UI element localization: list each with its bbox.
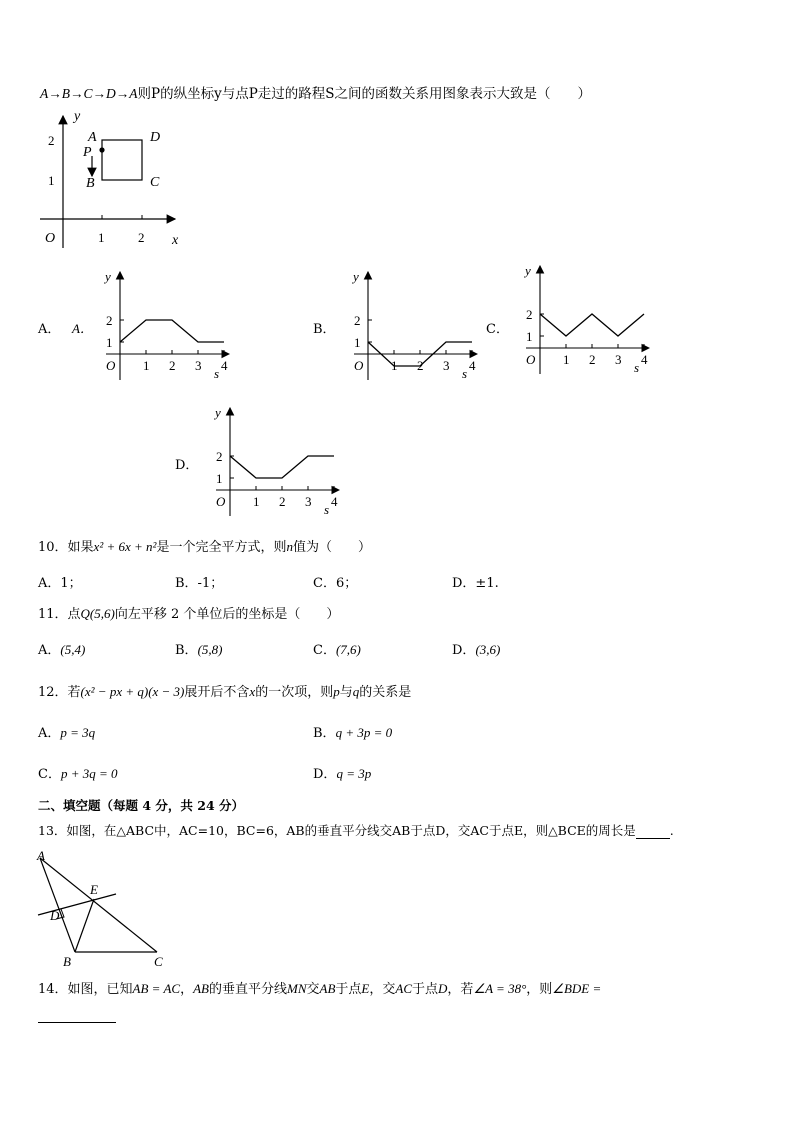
graph-tick-x4: 4	[221, 358, 228, 373]
graph-tick-x4: 4	[469, 358, 476, 373]
q12-option-c[interactable]: C．p + 3q = 0	[38, 766, 118, 782]
graph-tick-x2: 2	[279, 494, 286, 509]
q9-stem	[40, 82, 591, 102]
graph-tick-x1: 1	[143, 358, 150, 373]
graph-tick-y2: 2	[106, 313, 113, 328]
fig-tick-x1: 1	[98, 230, 105, 245]
graph-curve	[540, 314, 644, 336]
q11-question: 11．点Q(5,6)向左平移 2 个单位后的坐标是（ ）	[38, 606, 340, 622]
graph-tick-x2: 2	[169, 358, 176, 373]
fig-label-b: B	[86, 176, 95, 191]
svg-text:C: C	[154, 954, 163, 969]
section-title: 二、填空题（每题 4 分，共 24 分）	[38, 798, 245, 813]
graph-y-label: y	[525, 263, 531, 278]
q11-option-c[interactable]: C．(7,6)	[313, 642, 361, 658]
graph-tick-x1: 1	[253, 494, 260, 509]
graph-tick-y2: 2	[526, 307, 533, 322]
q9-path: A→B→C→D→A	[40, 86, 138, 101]
q12-option-d[interactable]: D．q = 3p	[313, 766, 372, 782]
q11-point: Q(5,6)	[80, 606, 115, 621]
q10-expr: x² + 6x + n²	[93, 539, 157, 554]
fig-x-label: x	[172, 233, 179, 248]
q12-expr: (x² − px + q)(x − 3)	[80, 684, 185, 699]
graph-option-a	[104, 268, 232, 383]
q10-option-a[interactable]: A．1；	[38, 576, 82, 591]
graph-tick-x3: 3	[305, 494, 312, 509]
q10-option-d[interactable]: D．±1.	[452, 576, 499, 591]
q10-question: 10．如果x² + 6x + n²是一个完全平方式，则n值为（ ）	[38, 539, 371, 555]
graph-origin: O	[526, 352, 536, 367]
point-p	[99, 147, 104, 152]
q9-option-a-label[interactable]: A．	[38, 322, 61, 337]
graph-origin: O	[106, 358, 116, 373]
graph-origin: O	[354, 358, 364, 373]
q13-question: 13．如图，在△ABC中，AC=10，BC=6，AB的垂直平分线交AB于点D，交AC于点E，则△BCE的周长是 .	[38, 823, 674, 838]
q14-question: 14．如图，已知AB = AC，AB的垂直平分线MN交AB于点E，交AC于点D，若∠A = 38°，则∠BDE =	[38, 981, 602, 997]
graph-tick-y2: 2	[216, 449, 223, 464]
svg-text:A: A	[37, 848, 45, 863]
fig-label-d: D	[150, 130, 161, 145]
q13-answer-blank[interactable]	[636, 823, 670, 839]
q9-option-c-label[interactable]: C．	[486, 322, 509, 337]
graph-tick-x4: 4	[641, 352, 648, 367]
graph-y-label: y	[105, 269, 111, 284]
q12-question: 12．若(x² − px + q)(x − 3)展开后不含x的一次项，则p与q的关系是	[38, 684, 412, 700]
graph-tick-x3: 3	[443, 358, 450, 373]
q13-triangle-figure	[32, 848, 167, 970]
fig-y-label: y	[74, 109, 81, 124]
q14-answer-blank[interactable]	[38, 1022, 116, 1023]
fig-tick-y1: 1	[48, 173, 55, 188]
graph-s-label: s	[634, 360, 640, 375]
q11-option-a[interactable]: A．(5,4)	[38, 642, 86, 658]
graph-tick-y1: 1	[106, 335, 113, 350]
graph-y-label: y	[215, 405, 221, 420]
segment-be	[75, 899, 94, 952]
graph-tick-x1: 1	[563, 352, 570, 367]
fig-tick-x2: 2	[138, 230, 145, 245]
q10-option-b[interactable]: B．-1；	[175, 576, 224, 591]
graph-y-label: y	[353, 269, 359, 284]
q9-option-d-label[interactable]: D．	[175, 458, 199, 473]
graph-tick-x2: 2	[589, 352, 596, 367]
fig-label-a: A	[88, 130, 97, 145]
graph-tick-y1: 1	[526, 329, 533, 344]
graph-tick-y2: 2	[354, 313, 361, 328]
graph-tick-x1: 1	[391, 358, 398, 373]
fig-label-c: C	[150, 175, 160, 190]
fig-origin: O	[45, 231, 56, 246]
fig-tick-y2: 2	[48, 133, 55, 148]
graph-tick-x3: 3	[615, 352, 622, 367]
graph-option-c	[524, 262, 652, 377]
svg-text:E: E	[90, 882, 98, 897]
graph-origin: O	[216, 494, 226, 509]
graph-tick-y1: 1	[354, 335, 361, 350]
graph-tick-x4: 4	[331, 494, 338, 509]
svg-text:D: D	[50, 908, 60, 923]
graph-s-label: s	[214, 366, 220, 381]
q9-stem-rest: 则P的纵坐标y与点P走过的路程S之间的函数关系用图象表示大致是（ ）	[137, 86, 592, 102]
svg-text:B: B	[63, 954, 71, 969]
graph-curve	[230, 456, 334, 478]
graph-option-b	[352, 268, 480, 383]
fig-label-p: P	[83, 145, 92, 160]
q9-square-figure	[30, 108, 200, 253]
q12-option-b[interactable]: B．q + 3p = 0	[313, 725, 393, 741]
graph-tick-x2: 2	[417, 358, 424, 373]
graph-curve	[120, 320, 224, 342]
q10-option-c[interactable]: C．6；	[313, 576, 358, 591]
q9-option-a-extra: A．	[72, 321, 93, 336]
q12-option-a[interactable]: A．p = 3q	[38, 725, 96, 741]
graph-tick-x3: 3	[195, 358, 202, 373]
q11-option-d[interactable]: D．(3,6)	[452, 642, 501, 658]
q11-option-b[interactable]: B．(5,8)	[175, 642, 223, 658]
graph-s-label: s	[324, 502, 330, 517]
graph-tick-y1: 1	[216, 471, 223, 486]
graph-option-d	[214, 404, 342, 519]
graph-s-label: s	[462, 366, 468, 381]
q9-option-b-label[interactable]: B．	[313, 322, 336, 337]
square-abcd	[102, 140, 142, 180]
